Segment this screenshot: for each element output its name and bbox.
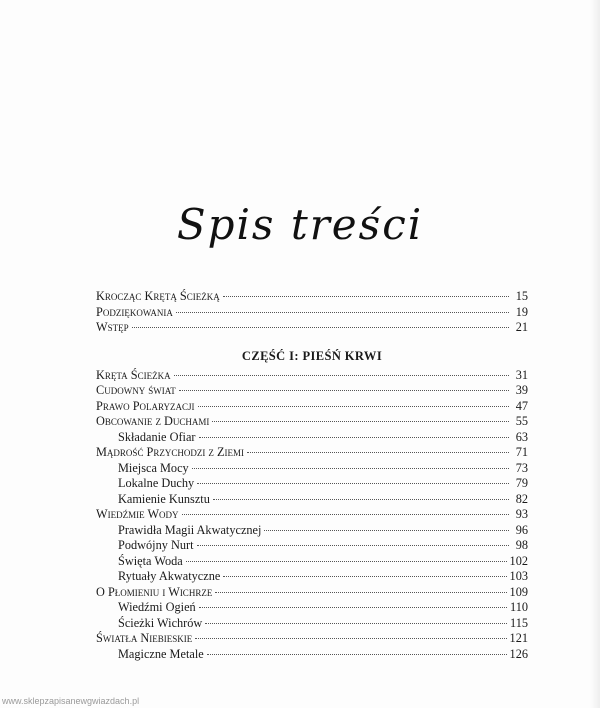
toc-entry-label: Wstęp bbox=[96, 320, 129, 334]
toc-entry-label: Cudowny świat bbox=[96, 383, 176, 397]
toc-subentry bbox=[96, 538, 528, 554]
toc-entry-label: Podwójny Nurt bbox=[118, 538, 194, 552]
part-heading: CZĘŚĆ I: PIEŚŃ KRWI bbox=[241, 348, 383, 363]
toc-page-number: 47 bbox=[515, 398, 528, 413]
part-one-list bbox=[96, 368, 528, 663]
toc-entry bbox=[96, 507, 528, 523]
dot-leader bbox=[205, 622, 507, 624]
dot-leader bbox=[132, 326, 509, 328]
dot-leader bbox=[176, 311, 509, 313]
toc-page-number: 96 bbox=[515, 522, 528, 537]
toc-entry-label: Święta Woda bbox=[118, 553, 183, 568]
toc-entry-label: Lokalne Duchy bbox=[118, 476, 195, 490]
toc-page-number: 63 bbox=[515, 429, 528, 444]
toc-entry-label: Wiedźmie Wody bbox=[96, 507, 179, 521]
toc-entry-label: Podziękowania bbox=[96, 304, 173, 319]
dot-leader bbox=[223, 575, 506, 577]
toc-entry-label: Światła Niebieskie bbox=[96, 631, 193, 645]
toc-page-number: 55 bbox=[515, 414, 528, 428]
dot-leader bbox=[264, 529, 509, 531]
toc-subentry bbox=[96, 616, 528, 632]
front-matter-list bbox=[96, 289, 528, 336]
toc-page-number: 71 bbox=[515, 445, 528, 459]
table-of-contents bbox=[96, 289, 528, 662]
toc-page-number: 98 bbox=[515, 538, 528, 552]
dot-leader bbox=[215, 591, 506, 593]
toc-subentry bbox=[96, 523, 528, 539]
toc-page-number: 109 bbox=[509, 584, 528, 599]
toc-subentry bbox=[96, 569, 528, 585]
toc-entry bbox=[96, 289, 528, 305]
watermark: www.sklepzapisanewgwiazdach.pl bbox=[2, 696, 140, 706]
toc-entry-label: Miejsca Mocy bbox=[118, 460, 189, 475]
toc-subentry bbox=[96, 647, 528, 663]
dot-leader bbox=[195, 637, 506, 639]
toc-page-number: 39 bbox=[515, 383, 528, 397]
toc-subentry bbox=[96, 554, 528, 570]
toc-subentry bbox=[96, 476, 528, 492]
toc-page-number: 93 bbox=[515, 507, 528, 521]
toc-page-number: 82 bbox=[515, 491, 528, 506]
toc-page-number: 110 bbox=[510, 600, 528, 614]
toc-entry-label: O Płomieniu i Wichrze bbox=[96, 584, 213, 599]
dot-leader bbox=[186, 560, 507, 562]
toc-entry-label: Kamienie Kunsztu bbox=[118, 491, 210, 506]
toc-page-number: 73 bbox=[515, 460, 528, 475]
toc-entry bbox=[96, 305, 528, 321]
toc-subentry bbox=[96, 492, 528, 508]
dot-leader bbox=[212, 420, 509, 422]
toc-entry bbox=[96, 368, 528, 384]
toc-page-number: 19 bbox=[515, 304, 528, 319]
toc-page-number: 15 bbox=[515, 289, 528, 303]
toc-entry-label: Mądrość Przychodzi z Ziemi bbox=[96, 445, 245, 459]
toc-page-number: 115 bbox=[510, 615, 528, 630]
toc-entry bbox=[96, 631, 528, 647]
dot-leader bbox=[198, 405, 509, 407]
toc-entry-label: Prawo Polaryzacji bbox=[96, 398, 195, 413]
toc-entry-label: Magiczne Metale bbox=[118, 646, 204, 661]
dot-leader bbox=[174, 374, 509, 376]
toc-subentry bbox=[96, 430, 528, 446]
toc-entry bbox=[96, 399, 528, 415]
toc-subentry bbox=[96, 461, 528, 477]
dot-leader bbox=[199, 606, 507, 608]
toc-subentry bbox=[96, 600, 528, 616]
dot-leader bbox=[207, 653, 507, 655]
dot-leader bbox=[179, 389, 509, 391]
toc-page-number: 102 bbox=[509, 553, 528, 568]
toc-page-number: 79 bbox=[515, 476, 528, 490]
dot-leader bbox=[192, 467, 509, 469]
dot-leader bbox=[213, 498, 509, 500]
toc-page-number: 103 bbox=[509, 569, 528, 583]
dot-leader bbox=[247, 451, 509, 453]
toc-entry-label: Składanie Ofiar bbox=[118, 429, 196, 444]
toc-page-number: 121 bbox=[509, 631, 528, 645]
dot-leader bbox=[197, 482, 509, 484]
page-title: Spis treści bbox=[176, 200, 424, 249]
dot-leader bbox=[223, 295, 509, 297]
toc-page-number: 126 bbox=[509, 646, 528, 661]
dot-leader bbox=[182, 513, 509, 515]
toc-entry-label: Obcowanie z Duchami bbox=[96, 414, 210, 428]
toc-page-number: 31 bbox=[515, 367, 528, 382]
toc-entry bbox=[96, 383, 528, 399]
toc-entry bbox=[96, 445, 528, 461]
toc-entry-label: Rytuały Akwatyczne bbox=[118, 569, 221, 583]
toc-entry-label: Wiedźmi Ogień bbox=[118, 600, 196, 614]
dot-leader bbox=[197, 544, 510, 546]
toc-entry bbox=[96, 414, 528, 430]
toc-page-number: 21 bbox=[515, 320, 528, 334]
toc-entry-label: Prawidła Magii Akwatycznej bbox=[118, 522, 262, 537]
page-edge-shadow bbox=[590, 0, 600, 708]
toc-entry-label: Krocząc Krętą Ścieżką bbox=[96, 289, 220, 303]
toc-entry bbox=[96, 585, 528, 601]
dot-leader bbox=[199, 436, 509, 438]
toc-entry bbox=[96, 320, 528, 336]
toc-entry-label: Ścieżki Wichrów bbox=[118, 615, 203, 630]
toc-entry-label: Kręta Ścieżka bbox=[96, 367, 171, 382]
